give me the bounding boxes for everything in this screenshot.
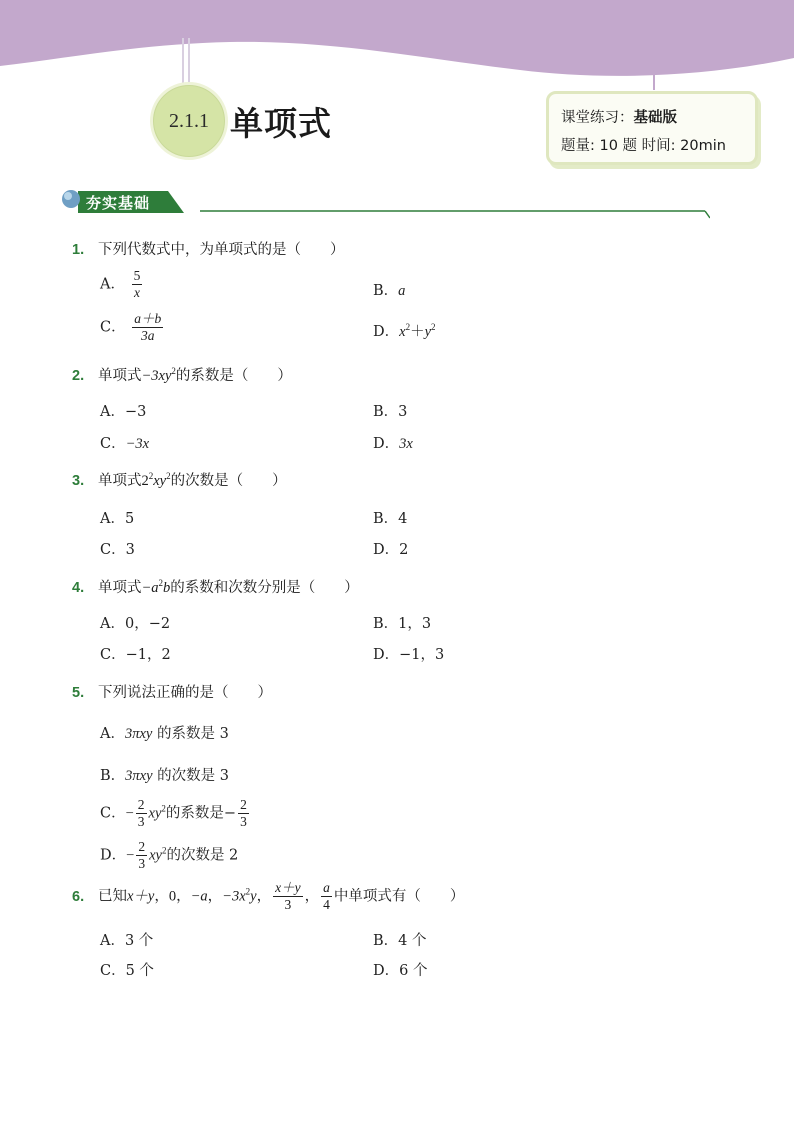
q5-option-d[interactable]: D．− $\frac{2}{3}$ $xy^2$的次数是 2: [100, 839, 239, 871]
q6-option-c[interactable]: C．5 个: [100, 963, 154, 979]
q4-option-d[interactable]: D．−1，3: [373, 647, 445, 663]
q1-option-c[interactable]: C． $\frac{a+b}{3a}$: [100, 311, 162, 343]
fraction: $\frac{a+b}{3a}$: [134, 311, 162, 343]
fraction: $\frac{a}{4}$: [323, 880, 330, 912]
q3-option-b[interactable]: B．4: [373, 511, 408, 527]
fraction: $\frac{2}{3}$: [137, 797, 145, 829]
question-3: 3. 单项式$2^2xy^2$的次数是（ ）: [72, 471, 287, 489]
time-limit: 时间: 20min: [641, 138, 726, 154]
practice-level: 基础版: [633, 110, 677, 126]
practice-info-box: [546, 91, 758, 165]
practice-meta-line: [561, 134, 726, 155]
q6-option-a[interactable]: A．3 个: [100, 933, 154, 949]
badge-hanger-right: [188, 38, 190, 84]
question-1: 1. 下列代数式中，为单项式的是（ ）: [72, 242, 345, 258]
q2-option-a[interactable]: A．−3: [100, 404, 147, 420]
q2-option-c[interactable]: C．−3x: [100, 436, 150, 452]
q5-option-c[interactable]: C．− $\frac{2}{3}$ $xy^2$的系数是− $\frac{2}{3}$: [100, 797, 247, 829]
header-banner: [0, 0, 794, 90]
question-count: 题量: 10 题: [561, 138, 638, 154]
q4-option-b[interactable]: B．1，3: [373, 616, 432, 632]
q3-option-c[interactable]: C．3: [100, 542, 135, 558]
section-label: 夯实基础: [86, 194, 151, 212]
q3-option-d[interactable]: D．2: [373, 542, 409, 558]
q4-option-a[interactable]: A．0，−2: [100, 616, 171, 632]
fraction: $\frac{2}{3}$: [138, 839, 146, 871]
q3-option-a[interactable]: A．5: [100, 511, 135, 527]
fraction: $\frac{x+y}{3}$: [275, 880, 301, 912]
q6-option-b[interactable]: B．4 个: [373, 933, 427, 949]
q1-option-a[interactable]: A． $\frac{5}{x}$: [100, 268, 141, 300]
q1-option-d[interactable]: D．$x^2+y^2$: [373, 322, 436, 340]
q5-option-b[interactable]: B．3πxy 的次数是 3: [100, 768, 229, 784]
question-4: 4. 单项式$-a^2b$的系数和次数分别是（ ）: [72, 578, 359, 596]
question-5: 5. 下列说法正确的是（ ）: [72, 685, 272, 701]
q5-option-a[interactable]: A．3πxy 的系数是 3: [100, 726, 229, 742]
question-6: 6. 已知x＋y，0，−a，$-3x^2y$， $\frac{x+y}{3}$ ， $\frac{a}{4}$ 中单项式有（ ）: [72, 880, 465, 912]
q2-option-b[interactable]: B．3: [373, 404, 408, 420]
fraction: $\frac{5}{x}$: [133, 268, 141, 300]
section-header-bar: [60, 188, 710, 222]
q4-option-c[interactable]: C．−1，2: [100, 647, 171, 663]
q6-option-d[interactable]: D．6 个: [373, 963, 428, 979]
section-number: 2.1.1: [169, 109, 209, 132]
page-title: 单项式: [230, 104, 332, 143]
section-number-badge: [150, 82, 228, 160]
badge-hanger-left: [182, 38, 184, 84]
question-2: 2. 单项式$-3xy^2$的系数是（ ）: [72, 366, 292, 384]
q2-option-d[interactable]: D．3x: [373, 436, 413, 452]
fraction: $\frac{2}{3}$: [240, 797, 247, 829]
q1-option-b[interactable]: B．a: [373, 283, 406, 299]
practice-level-line: 课堂练习：基础版: [561, 110, 677, 126]
